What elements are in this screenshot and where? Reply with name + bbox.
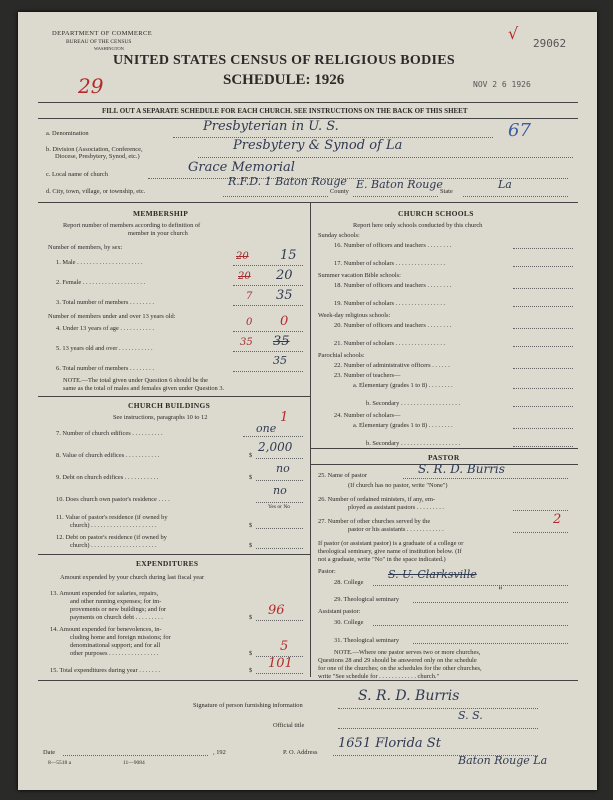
membership-header: MEMBERSHIP	[133, 209, 189, 218]
value-edifices-value: 2,000	[258, 440, 293, 454]
buildings-instruction: See instructions, paragraphs 10 to 12	[113, 414, 208, 421]
address-label: P. O. Address	[283, 749, 318, 756]
seminary-value: "	[498, 586, 503, 597]
state-field[interactable]	[463, 180, 568, 197]
division-label-2: Diocese, Presbytery, Synod, etc.)	[55, 153, 140, 160]
pastor-name-value: S. R. D. Burris	[418, 462, 505, 476]
residence-debt-label: 12. Debt on pastor's residence (if owned by	[56, 534, 167, 541]
residence-own-value: no	[273, 484, 287, 497]
total-value: 35	[276, 288, 293, 303]
over-13-label: 5. 13 years old and over . . . . . . . . . . .	[56, 345, 153, 352]
salaries-value: 96	[268, 603, 285, 618]
denomination-code: 67	[508, 120, 531, 141]
department-name: DEPARTMENT OF COMMERCE	[52, 30, 153, 37]
over-13-old-value: 35	[240, 337, 253, 348]
membership-instruction-2: member in your church	[128, 230, 188, 237]
expenditures-instruction: Amount expended by your church during last fiscal year	[60, 574, 205, 581]
pastor-name-label: 25. Name of pastor	[318, 472, 367, 479]
male-value: 15	[280, 248, 297, 263]
church-buildings-header: CHURCH BUILDINGS	[128, 401, 211, 410]
check-mark: √	[508, 24, 519, 43]
female-old-value: 20	[238, 271, 251, 282]
denomination-label: a. Denomination	[46, 130, 89, 137]
form-subtitle: SCHEDULE: 1926	[223, 72, 345, 88]
benevolences-label: 14. Amount expended for benevolences, in-	[50, 626, 162, 633]
age-split-label: Number of members under and over 13 years old:	[48, 313, 176, 320]
date-field[interactable]	[63, 741, 208, 756]
yes-or-no-hint: Yes or No	[268, 504, 291, 510]
city-name: WASHINGTON	[94, 46, 124, 51]
serial-stamp: 29062	[533, 37, 567, 50]
local-name-label: c. Local name of church	[46, 171, 108, 178]
official-title-label: Official title	[273, 722, 305, 729]
debt-edifices-label: 9. Debt on church edifices . . . . . . . . . . .	[56, 474, 159, 481]
over-13-value: 35	[273, 334, 290, 349]
county-value: E. Baton Rouge	[356, 178, 443, 191]
expenditures-header: EXPENDITURES	[136, 559, 199, 568]
form-title: UNITED STATES CENSUS OF RELIGIOUS BODIES	[113, 53, 456, 68]
pastor-header: PASTOR	[428, 453, 460, 462]
signature-label: Signature of person furnishing information	[193, 702, 303, 709]
county-label: County	[330, 188, 349, 195]
residence-value-label: 11. Value of pastor's residence (if owned by	[56, 514, 168, 521]
residence-own-label: 10. Does church own pastor's residence . . . .	[56, 496, 170, 503]
signature-value: S. R. D. Burris	[358, 688, 460, 704]
total-members-label: 3. Total number of members . . . . . . . .	[56, 299, 154, 306]
male-old-value: 20	[236, 251, 249, 262]
official-title-field[interactable]	[338, 714, 538, 729]
female-label: 2. Female . . . . . . . . . . . . . . . . . . . .	[56, 279, 146, 286]
location-label: d. City, town, village, or township, etc.	[46, 188, 146, 195]
benevolences-value: 5	[280, 639, 289, 654]
edifices-count: 1	[280, 410, 289, 425]
members-by-sex-label: Number of members, by sex:	[48, 244, 123, 251]
bureau-name: BUREAU OF THE CENSUS	[66, 39, 132, 45]
church-schools-header: CHURCH SCHOOLS	[398, 209, 474, 218]
membership-instruction: Report number of members according to definition of	[63, 222, 201, 229]
handwritten-mark-29: 29	[78, 74, 104, 98]
under-13-value: 0	[280, 314, 289, 329]
total-expenditures-value: 101	[268, 656, 293, 671]
state-label: State	[440, 188, 453, 195]
date-stamp: NOV 2 6 1926	[473, 80, 531, 89]
address-city-value: Baton Rouge La	[458, 754, 548, 767]
debt-edifices-value: no	[276, 462, 290, 475]
denomination-value: Presbyterian in U. S.	[203, 119, 339, 134]
total-expenditures-label: 15. Total expenditures during year . . . . . . .	[50, 667, 161, 674]
membership-note-2: same as the total of males and females given under Question 3.	[63, 385, 225, 392]
college-value: S. U. Clarksville	[388, 568, 477, 581]
total-q6-value: 35	[273, 354, 287, 367]
edifices-value: one	[256, 422, 277, 435]
date-label: Date	[43, 749, 56, 756]
census-schedule-form: DEPARTMENT OF COMMERCE BUREAU OF THE CENSUS WASHINGTON UNITED STATES CENSUS OF RELIGIOUS BODIES SCHEDULE: 1926 29062 NOV 2 6 1926 29 √ FILL OUT A SEPARATE SCHEDULE FOR EACH CHURCH. SEE INSTRUCTIONS ON THE BACK OF THIS SHEET a. Denomination Presbyterian in U. S. 67 b. Division (Association, Conference, Diocese, Presbytery, Synod, etc.) Presbytery & Synod of La c. Local name of church Grace Memorial d. City, town, village, or township, etc. R.F.D. 1 Baton Rouge County E. Baton Rouge State La MEMBERSHIP Report number of members according to definition of member in your church Number of members, by sex: 1. Male . . . . . . . . . . . . . . . . . . . . . 20 15 2. Female . . . . . . . . . . . . . . . . . . . . 20 20 3. Total number of members . . . . . . . . 7 35 Number of members under and over 13 years old: 4. Under 13 years of age . . . . . . . . . . . 0 0 5. 13 years old and over . . . . . . . . . . . 35 35 6. Total number of members . . . . . . . . 35 NOTE.—The total given under Question 6 should be the same as the total of males and females given under Question 3. CHURCH BUILDINGS See instructions, paragraphs 10 to 12 7. Number of church edifices . . . . . . . . . . 1 one 8. Value of church edifices . . . . . . . . . . . $ 2,000 9. Debt on church edifices . . . . . . . . . . . $ no 10. Does church own pastor's residence . . . . no Yes or No 11. Value of pastor's residence (if owned by church) . . . . . . . . . . . . . . . . . . . . . $ 12. Debt on pastor's residence (if owned by church) . . . . . . . . . . . . . . . . . . . . . $ EXPENDITURES Amount expended by your church during last fiscal year 13. Amount expended for salaries, repairs, and other running expenses; for im- provements or new buildings; and for payments on church debt . . . . . . . . . $ 96 14. Amount expended for benevolences, in- cluding home and foreign missions; for denominational support; and for all other purposes . . . . . . . . . . . . . . . . $ 5 15. Total expenditures during year . . . . . . . $ 101 CHURCH SCHOOLS Report here only schools conducted by this church Sunday schools: 16. Number of officers and teachers . . . . . . . . 17. Number of scholars . . . . . . . . . . . . . . . . Summer vacation Bible schools: 18. Number of officers and teachers . . . . . . . . 19. Number of scholars . . . . . . . . . . . . . . . . Week-day religious schools: 20. Number of officers and teachers . . . . . . . . 21. Number of scholars . . . . . . . . . . . . . . . . Parochial schools: 22. Number of administrative officers . . . . . . 23. Number of teachers— a. Elementary (grades 1 to 8) . . . . . . . . b. Secondary . . . . . . . . . . . . . . . . . . . 24. Number of scholars— a. Elementary (grades 1 to 8) . . . . . . . . b. Secondary . . . . . . . . . . . . . . . . . . . PASTOR 25. Name of pastor S. R. D. Burris (If church has no pastor, write "None") 26. Number of ordained ministers, if any, em- ployed as assistant pastors . . . . . . . . . 27. Number of other churches served by the pastor or his assistants . . . . . . . . . . . . 2 If pastor (or assistant pastor) is a graduate of a college or theological seminary, give name of institution below. (If not a graduate, write "No" in the space indicated.) Pastor: 28. College S. U. Clarksville 29. Theological seminary " Assistant pastor: 30. College 31. Theological seminary NOTE.—Where one pastor serves two or more churches, Questions 28 and 29 should be answered only on the schedule for one of the churches; on the schedules for the other churches, write "See schedule for . . . . . . . . . . . . church." Signature of person furnishing information S. R. D. Burris Official title S. S. Date , 192 P. O. Address 1651 Florida St Baton Rouge La 8—5518 a 11—9084	[18, 12, 597, 790]
under-13-label: 4. Under 13 years of age . . . . . . . . . . .	[56, 325, 154, 332]
local-name-value: Grace Memorial	[188, 160, 295, 175]
official-title-value: S. S.	[458, 709, 483, 722]
state-value: La	[498, 178, 512, 191]
male-label: 1. Male . . . . . . . . . . . . . . . . . . . . .	[56, 259, 143, 266]
division-label: b. Division (Association, Conference,	[46, 146, 143, 153]
total-old-value: 7	[246, 291, 253, 302]
print-number: 11—9084	[123, 760, 145, 766]
schools-instruction: Report here only schools conducted by this church	[353, 222, 483, 229]
edifices-label: 7. Number of church edifices . . . . . . . . . .	[56, 430, 163, 437]
total-q6-label: 6. Total number of members . . . . . . . .	[56, 365, 154, 372]
value-edifices-label: 8. Value of church edifices . . . . . . . . . . .	[56, 452, 160, 459]
under-13-old-value: 0	[246, 317, 253, 328]
city-value: R.F.D. 1 Baton Rouge	[228, 175, 347, 188]
division-value: Presbytery & Synod of La	[233, 138, 403, 153]
membership-note: NOTE.—The total given under Question 6 should be the	[63, 377, 209, 384]
instructions-banner: FILL OUT A SEPARATE SCHEDULE FOR EACH CHURCH. SEE INSTRUCTIONS ON THE BACK OF THIS SHEET	[102, 107, 468, 115]
other-churches-value: 2	[553, 512, 562, 527]
female-value: 20	[276, 268, 293, 283]
address-value: 1651 Florida St	[338, 736, 441, 751]
salaries-label: 13. Amount expended for salaries, repairs,	[50, 590, 159, 597]
form-number: 8—5518 a	[48, 760, 72, 766]
